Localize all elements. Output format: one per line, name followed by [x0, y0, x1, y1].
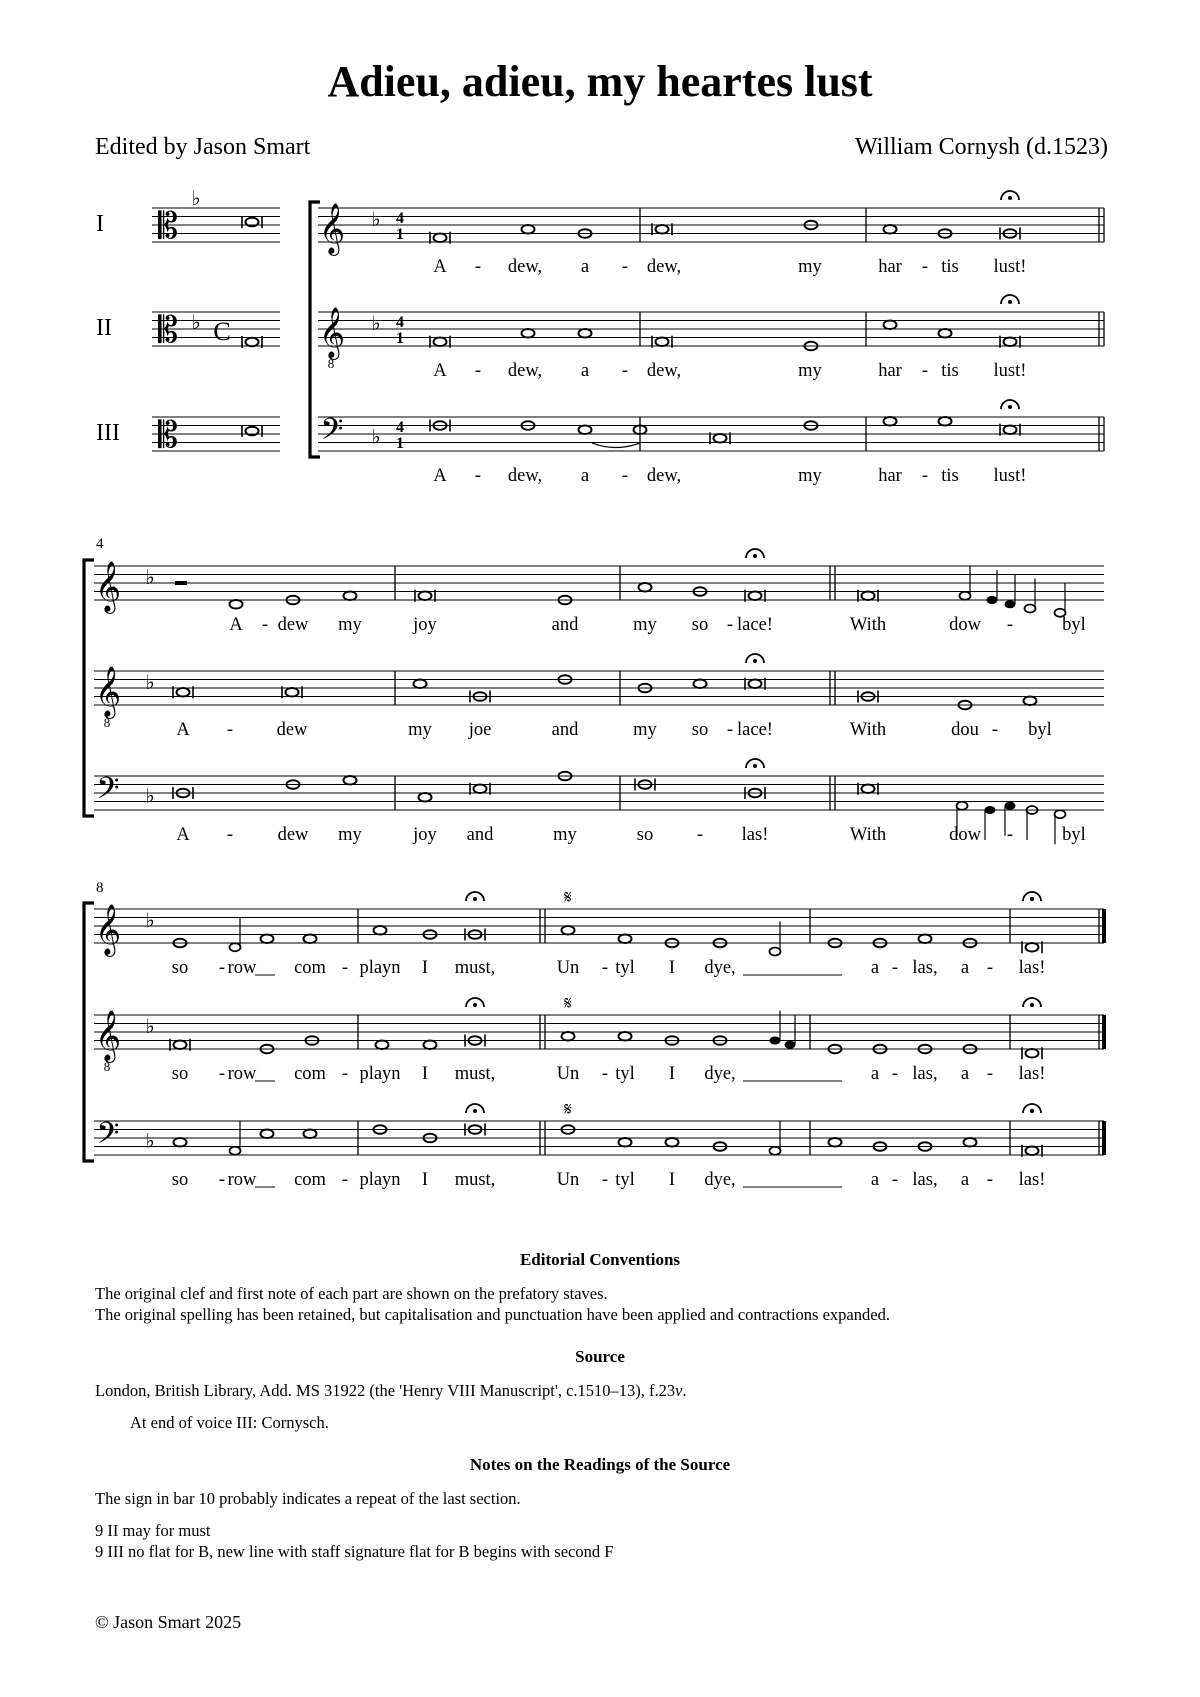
minim-note [230, 943, 241, 951]
voice-label: I [96, 211, 104, 237]
lyric-syllable: A [176, 825, 190, 845]
mensuration-sign: C [213, 317, 231, 346]
lyric-syllable: I [421, 1170, 429, 1190]
semibreve-note [579, 425, 592, 434]
lyric-syllable: I [668, 1170, 676, 1190]
lyric-syllable: joy [413, 825, 437, 845]
lyric-syllable: I [421, 958, 429, 978]
fermata-dot [473, 1003, 477, 1007]
lyric-syllable: byl [1028, 720, 1052, 740]
readings-item-2: 9 III no flat for B, new line with staff signature flat for B begins with second F [95, 1542, 614, 1561]
lyric-syllable: lust! [993, 361, 1027, 381]
lyric-syllable: so [171, 958, 189, 978]
system-bracket [84, 560, 94, 816]
semibreve-note [246, 338, 259, 347]
lyric-syllable: com [294, 958, 326, 978]
lyric-syllable: A [433, 466, 447, 486]
minim-note [770, 1147, 781, 1155]
source-heading: Source [575, 1347, 625, 1366]
lyric-syllable: dew, [646, 257, 682, 277]
lyric-syllable: dye, [704, 958, 736, 978]
time-sig-num: 4 [396, 419, 404, 436]
fermata-dot [1008, 405, 1012, 409]
treble-clef-icon: 𝄞 [94, 562, 122, 611]
lyric-syllable: joe [468, 720, 492, 740]
lyric-syllable: my [633, 720, 657, 740]
crotchet-note [985, 806, 996, 814]
lyric-syllable: dew [277, 615, 309, 635]
semibreve-note [419, 793, 432, 802]
lyric-syllable: I [668, 958, 676, 978]
semibreve-note [1024, 696, 1037, 705]
fermata-dot [473, 897, 477, 901]
signum-icon: 𝄋 [564, 1099, 572, 1119]
lyric-syllable: my [338, 825, 362, 845]
semibreve-note [884, 417, 897, 426]
lyric-syllable: las! [741, 825, 769, 845]
semibreve-note [1004, 425, 1017, 434]
semibreve-note [619, 1032, 632, 1041]
lyric-syllable: my [633, 615, 657, 635]
lyric-syllable: - [921, 257, 929, 277]
semibreve-note [579, 329, 592, 338]
semibreve-note [656, 225, 669, 234]
lyric-syllable: - [218, 1064, 226, 1084]
lyric-syllable: tis [941, 257, 959, 277]
treble-clef-icon: 𝄞 [94, 905, 122, 954]
lyric-syllable: - [474, 257, 482, 277]
minim-note [1055, 810, 1066, 818]
treble-clef-icon: 𝄞 [94, 1011, 122, 1060]
lyric-syllable: so [171, 1064, 189, 1084]
lyric-syllable: - [1006, 615, 1014, 635]
lyric-syllable: - [921, 361, 929, 381]
lyric-syllable: - [474, 466, 482, 486]
lyric-syllable: A [433, 257, 447, 277]
flat-icon: ♭ [371, 208, 381, 231]
semibreve-note [424, 1040, 437, 1049]
lyric-syllable: tyl [615, 1170, 635, 1190]
lyric-syllable: las! [1018, 958, 1046, 978]
flat-icon: ♭ [145, 909, 155, 932]
semibreve-note [749, 591, 762, 600]
lyric-syllable: - [601, 958, 609, 978]
source-folio-italic: v [675, 1381, 683, 1400]
semibreve-note [656, 337, 669, 346]
lyric-syllable: A [433, 361, 447, 381]
lyric-syllable: - [226, 720, 234, 740]
semibreve-note [174, 1040, 187, 1049]
bass-clef-icon: 𝄢 [320, 413, 344, 453]
composer-credit: William Cornysh (d.1523) [854, 134, 1108, 160]
semibreve-note [414, 679, 427, 688]
lyric-syllable: har [878, 466, 902, 486]
lyric-syllable: a [960, 958, 970, 978]
lyric-syllable: las, [912, 1170, 938, 1190]
semibreve-note [562, 1032, 575, 1041]
fermata-dot [1008, 196, 1012, 200]
treble-clef-icon: 𝄞 [318, 204, 346, 253]
lyric-syllable: - [226, 825, 234, 845]
semibreve-note [374, 926, 387, 935]
readings-item-1: 9 II may for must [95, 1521, 211, 1540]
flat-icon: ♭ [371, 312, 381, 335]
octave-8-label: 8 [103, 1059, 111, 1074]
rest-icon [175, 581, 187, 585]
lyric-syllable: playn [359, 1170, 401, 1190]
semibreve-note [1026, 1146, 1039, 1155]
semibreve-note [714, 434, 727, 443]
semibreve-note [522, 329, 535, 338]
lyric-syllable: and [466, 825, 494, 845]
editorial-line-2: The original spelling has been retained, but capitalisation and punctuation have been applied and contractions expanded. [95, 1305, 890, 1324]
lyric-syllable: - [1006, 825, 1014, 845]
lyric-syllable: dow [949, 825, 981, 845]
lyric-syllable: - [621, 361, 629, 381]
readings-heading: Notes on the Readings of the Source [469, 1455, 731, 1474]
semibreve-note [939, 417, 952, 426]
lyric-syllable: las, [912, 1064, 938, 1084]
c-clef-icon: 𝄡 [157, 415, 179, 455]
flat-icon: ♭ [371, 426, 381, 449]
crotchet-note [1005, 600, 1016, 608]
lyric-syllable: a [870, 958, 880, 978]
semibreve-note [619, 1138, 632, 1147]
c-clef-icon: 𝄡 [157, 310, 179, 350]
semibreve-note [304, 934, 317, 943]
fermata-dot [473, 1109, 477, 1113]
crotchet-note [785, 1041, 796, 1049]
lyric-syllable: - [341, 958, 349, 978]
crotchet-note [987, 596, 998, 604]
lyric-syllable: and [551, 720, 579, 740]
semibreve-note [939, 329, 952, 338]
semibreve-note [261, 934, 274, 943]
lyric-syllable: las! [1018, 1064, 1046, 1084]
lyric-syllable: lace! [737, 720, 773, 740]
lyric-syllable: dew, [507, 257, 543, 277]
lyric-syllable: my [338, 615, 362, 635]
flat-icon: ♭ [191, 312, 201, 334]
crotchet-note [770, 1037, 781, 1045]
lyric-syllable: - [991, 720, 999, 740]
lyric-syllable: tyl [615, 958, 635, 978]
time-sig-num: 4 [396, 314, 404, 331]
lyric-syllable: a [960, 1170, 970, 1190]
lyric-syllable: must, [454, 958, 496, 978]
lyric-syllable: must, [454, 1064, 496, 1084]
lyric-syllable: a [580, 361, 590, 381]
fermata-dot [753, 659, 757, 663]
lyric-syllable: - [218, 958, 226, 978]
readings-intro: The sign in bar 10 probably indicates a repeat of the last section. [95, 1489, 521, 1508]
copyright: © Jason Smart 2025 [95, 1612, 242, 1632]
editorial-heading: Editorial Conventions [519, 1250, 681, 1269]
lyric-syllable: playn [359, 958, 401, 978]
semibreve-note [639, 583, 652, 592]
lyric-syllable: a [960, 1064, 970, 1084]
lyric-syllable: tis [941, 466, 959, 486]
lyric-syllable: my [798, 466, 822, 486]
semibreve-note [919, 934, 932, 943]
treble-clef-icon: 𝄞 [318, 308, 346, 357]
lyric-syllable: A [229, 615, 243, 635]
fermata-dot [1030, 1003, 1034, 1007]
lyric-syllable: dou [951, 720, 979, 740]
lyric-syllable: - [891, 1170, 899, 1190]
lyric-syllable: - [601, 1170, 609, 1190]
semibreve-note [344, 776, 357, 785]
lyric-syllable: a [870, 1064, 880, 1084]
lyric-syllable: dye, [704, 1064, 736, 1084]
measure-number: 8 [96, 880, 104, 896]
editor-credit: Edited by Jason Smart [95, 134, 311, 160]
semibreve-note [829, 1138, 842, 1147]
fermata-dot [1030, 897, 1034, 901]
semibreve-note [261, 1129, 274, 1138]
minim-note [230, 1147, 241, 1155]
flat-icon: ♭ [145, 785, 155, 808]
lyric-syllable: a [580, 257, 590, 277]
crotchet-note [1005, 802, 1016, 810]
semibreve-note [619, 934, 632, 943]
semibreve-note [862, 591, 875, 600]
lyric-syllable: my [798, 257, 822, 277]
lyric-syllable: With [849, 720, 887, 740]
lyric-syllable: row [227, 958, 257, 978]
lyric-syllable: A [176, 720, 190, 740]
lyric-syllable: so [691, 615, 709, 635]
lyric-syllable: row [227, 1170, 257, 1190]
semibreve-note [230, 600, 243, 609]
semibreve-note [862, 784, 875, 793]
lyric-syllable: dew, [646, 466, 682, 486]
lyric-syllable: - [341, 1064, 349, 1084]
semibreve-note [174, 1138, 187, 1147]
time-sig-den: 1 [396, 330, 404, 347]
voice-label: II [96, 315, 112, 341]
measure-number: 4 [96, 536, 104, 552]
minim-note [770, 948, 781, 956]
lyric-syllable: a [580, 466, 590, 486]
lyric-syllable: row [227, 1064, 257, 1084]
page-title: Adieu, adieu, my heartes lust [327, 57, 873, 106]
octave-8-label: 8 [327, 356, 335, 371]
semibreve-note [286, 688, 299, 697]
lyric-syllable: lace! [737, 615, 773, 635]
lyric-syllable: - [341, 1170, 349, 1190]
source-text [95, 1381, 687, 1401]
lyric-syllable: - [891, 958, 899, 978]
minim-note [1025, 605, 1036, 613]
semibreve-note [562, 926, 575, 935]
semibreve-note [884, 320, 897, 329]
semibreve-note [666, 1138, 679, 1147]
lyric-syllable: Un [556, 958, 580, 978]
lyric-syllable: har [878, 361, 902, 381]
octave-8-label: 8 [103, 715, 111, 730]
semibreve-note [964, 1138, 977, 1147]
flat-icon: ♭ [191, 188, 201, 210]
fermata-dot [753, 764, 757, 768]
lyric-syllable: dye, [704, 1170, 736, 1190]
lyric-syllable: so [171, 1170, 189, 1190]
lyric-syllable: byl [1062, 825, 1086, 845]
semibreve-note [419, 591, 432, 600]
fermata-dot [1008, 300, 1012, 304]
semibreve-note [434, 337, 447, 346]
semibreve-note [1004, 337, 1017, 346]
system-bracket [84, 903, 94, 1161]
lyric-syllable: Un [556, 1064, 580, 1084]
lyric-syllable: a [870, 1170, 880, 1190]
signum-icon: 𝄋 [564, 993, 572, 1013]
source-end: . [682, 1381, 687, 1400]
signum-icon: 𝄋 [564, 887, 572, 907]
lyric-syllable: - [218, 1170, 226, 1190]
lyric-syllable: tis [941, 361, 959, 381]
bass-clef-icon: 𝄢 [96, 1117, 120, 1157]
semibreve-note [749, 679, 762, 688]
lyric-syllable: tyl [615, 1064, 635, 1084]
minim-note [960, 592, 971, 600]
lyric-syllable: - [696, 825, 704, 845]
lyric-syllable: - [921, 466, 929, 486]
lyric-syllable: - [474, 361, 482, 381]
lyric-syllable: playn [359, 1064, 401, 1084]
treble-clef-icon: 𝄞 [94, 667, 122, 716]
time-sig-num: 4 [396, 210, 404, 227]
lyric-syllable: - [986, 1064, 994, 1084]
lyric-syllable: dew, [646, 361, 682, 381]
lyric-syllable: dow [949, 615, 981, 635]
lyric-syllable: com [294, 1170, 326, 1190]
semibreve-note [884, 225, 897, 234]
lyric-syllable: - [986, 958, 994, 978]
semibreve-note [344, 591, 357, 600]
lyric-syllable: byl [1062, 615, 1086, 635]
lyric-syllable: las! [1018, 1170, 1046, 1190]
lyric-syllable: dew [276, 720, 308, 740]
lyric-syllable: so [691, 720, 709, 740]
semibreve-note [177, 688, 190, 697]
lyric-syllable: - [726, 615, 734, 635]
tie-arc [592, 443, 640, 448]
lyric-syllable: my [798, 361, 822, 381]
time-sig-den: 1 [396, 435, 404, 452]
c-clef-icon: 𝄡 [157, 206, 179, 246]
time-sig-den: 1 [396, 226, 404, 243]
lyric-syllable: With [849, 615, 887, 635]
lyric-syllable: dew, [507, 361, 543, 381]
lyric-syllable: - [986, 1170, 994, 1190]
semibreve-note [694, 679, 707, 688]
lyric-syllable: Un [556, 1170, 580, 1190]
lyric-syllable: dew [277, 825, 309, 845]
lyric-syllable: - [726, 720, 734, 740]
flat-icon: ♭ [145, 1130, 155, 1153]
source-note: At end of voice III: Cornysch. [130, 1413, 329, 1432]
lyric-syllable: com [294, 1064, 326, 1084]
semibreve-note [376, 1040, 389, 1049]
lyric-syllable: - [601, 1064, 609, 1084]
flat-icon: ♭ [145, 1015, 155, 1038]
flat-icon: ♭ [145, 566, 155, 589]
semibreve-note [522, 225, 535, 234]
source-main: London, British Library, Add. MS 31922 (the 'Henry VIII Manuscript', c.1510–13), f.23 [95, 1381, 676, 1400]
semibreve-note [474, 784, 487, 793]
lyric-syllable: I [668, 1064, 676, 1084]
flat-icon: ♭ [145, 671, 155, 694]
lyric-syllable: dew, [507, 466, 543, 486]
lyric-syllable: lust! [993, 466, 1027, 486]
lyric-syllable: - [621, 257, 629, 277]
lyric-syllable: my [408, 720, 432, 740]
lyric-syllable: and [551, 615, 579, 635]
lyric-syllable: I [421, 1064, 429, 1084]
lyric-syllable: joy [413, 615, 437, 635]
semibreve-note [304, 1129, 317, 1138]
lyric-syllable: lust! [993, 257, 1027, 277]
lyric-syllable: las, [912, 958, 938, 978]
fermata-dot [753, 554, 757, 558]
semibreve-note [1026, 943, 1039, 952]
lyric-syllable: - [891, 1064, 899, 1084]
voice-label: III [96, 420, 120, 446]
semibreve-note [1026, 1049, 1039, 1058]
fermata-dot [1030, 1109, 1034, 1113]
lyric-syllable: my [553, 825, 577, 845]
lyric-syllable: With [849, 825, 887, 845]
lyric-syllable: - [261, 615, 269, 635]
lyric-syllable: har [878, 257, 902, 277]
bass-clef-icon: 𝄢 [96, 772, 120, 812]
semibreve-note [434, 233, 447, 242]
minim-note [957, 802, 968, 810]
editorial-line-1: The original clef and first note of each part are shown on the prefatory staves. [95, 1284, 608, 1303]
lyric-syllable: must, [454, 1170, 496, 1190]
lyric-syllable: so [636, 825, 654, 845]
lyric-syllable: - [621, 466, 629, 486]
